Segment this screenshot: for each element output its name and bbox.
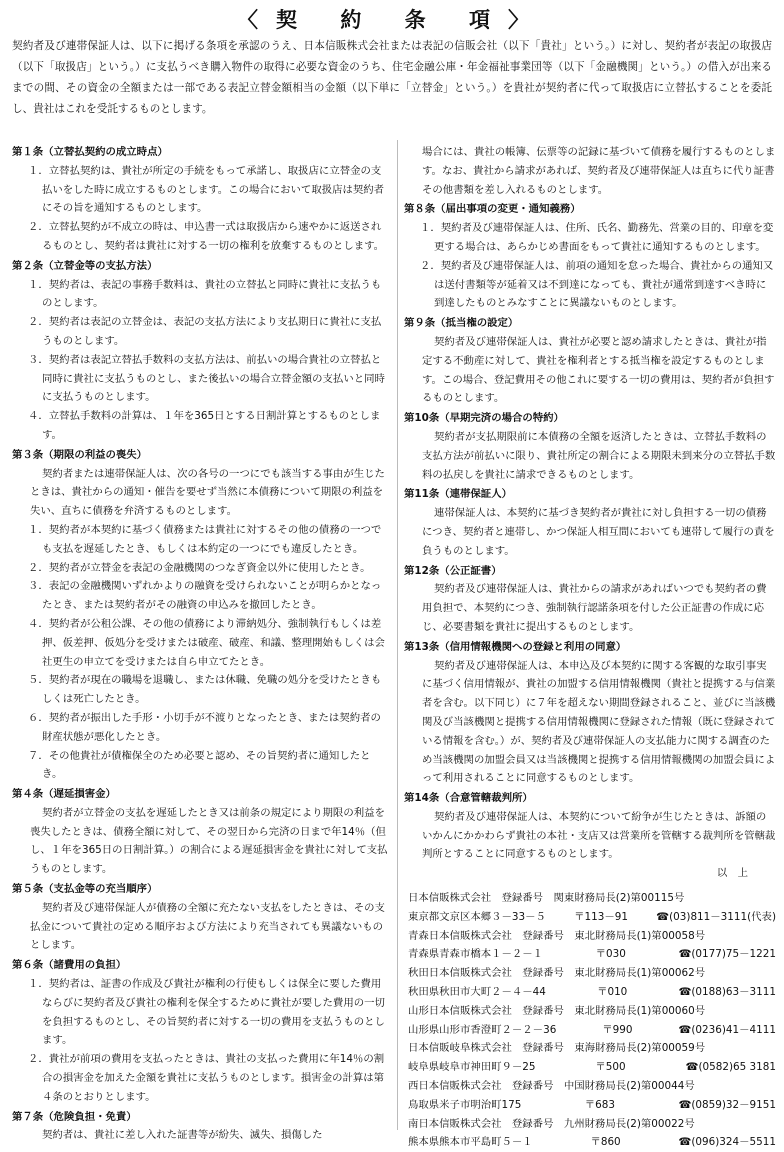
postal-code: 〒990 [602,1023,633,1036]
article-heading: 第14条（合意管轄裁判所） [404,792,533,805]
company-address-row [404,1133,776,1152]
company-name-row [404,927,776,946]
company-address-row [404,1058,776,1077]
company-registration: 西日本信販株式会社 登録番号 中国財務局長(2)第00044号 [408,1080,695,1093]
article-text: ２．立替払契約が不成立の時は、申込書一式は取扱店から速やかに返送されるものとし、契約者は貴社に対する一切の権利を放棄するものとします。 [28,221,385,252]
article-text: ４．契約者が公租公課、その他の債務により滞納処分、強制執行もしくは差押、仮差押、仮処分を受けまたは破産、破産、和議、整理開始もしくは会社更生の申立てを受けまたは自ら申立てたとき。 [28,617,385,668]
article-text: 契約者及び連帯保証人は、貴社からの請求があればいつでも契約者の費用負担で、本契約につき、強制執行認諾条項を付した公正証書の作成に応じ、必要書類を貴社に提出するものとします。 [422,583,767,633]
company-address-row [404,945,776,964]
company-registration: 日本信販株式会社 登録番号 関東財務局長(2)第00115号 [408,892,685,905]
article-heading: 第11条（連帯保証人） [404,488,512,501]
intro-paragraph: 契約者及び連帯保証人は、以下に掲げる条項を承認のうえ、日本信販株式会社または表記の信販会社（以下「貴社」という。）に対し、契約者が表記の取扱店（以下「取扱店」という。）に支払うべき購入物件の取得に必要な資金のうち、住宅金融公庫・年金福祉事業団等（以下「金融機関」という。）の借入が出来るまでの間、その資金の全額または一部である表記立替金額相当の金額（以下単に「立替金」という。）を貴社が契約者に代って取扱店に立替払することを委託し、貴社はこれを受託するものとします。 [12,40,772,115]
company-address: 山形県山形市香澄町２－２－36 [408,1023,557,1036]
article-heading: 第12条（公正証書） [404,564,502,577]
phone-number: ☎(03)811－3111(代表) [656,910,776,923]
phone-number: ☎(0859)32－9151 [678,1098,776,1111]
postal-code: 〒010 [597,986,628,999]
company-registration: 青森日本信販株式会社 登録番号 東北財務局長(1)第00058号 [408,929,706,942]
right-articles [404,143,776,883]
article-text: 契約者及び連帯保証人は、本契約について紛争が生じたときは、訴額のいかんにかかわらず貴社の本社・支店又は営業所を管轄する裁判所を管轄裁判所とすることに同意するものとします。 [422,810,776,861]
article-text: １．立替払契約は、貴社が所定の手続をもって承諾し、取扱店に立替金の支払いをした時に成立するものとします。この場合において取扱店は契約者にその旨を通知するものとします。 [28,164,385,215]
company-address-row [404,1096,776,1115]
article-heading: 第７条（危険負担・免責） [12,1110,137,1123]
page-title: 〈契 約 条 項〉 [237,7,547,32]
company-address-row [404,1021,776,1040]
article-text: ７．その他貴社が債権保全のため必要と認め、その旨契約者に通知したとき。 [28,749,371,781]
company-name-row [404,964,776,983]
article-heading: 第４条（遅延損害金） [12,788,116,801]
company-name-row [404,1039,776,1058]
article-text: １．契約者は、表記の事務手数料は、貴社の立替払と同時に貴社に支払うものとします。 [28,278,382,310]
article-heading: 第５条（支払金等の充当順序） [12,883,158,896]
postal-code: 〒860 [590,1136,621,1149]
company-registration: 南日本信販株式会社 登録番号 九州財務局長(2)第00022号 [408,1117,695,1130]
company-name-row [404,1002,776,1021]
right-column [404,143,776,1152]
article-heading: 第６条（諸費用の負担） [12,959,127,972]
article-text: ３．表記の金融機関いずれかよりの融資を受けられないことが明らかとなったとき、または契約者がその融資の申込みを撤回したとき。 [28,580,382,612]
article-heading: 第２条（立替金等の支払方法） [12,259,158,272]
company-list [404,889,776,1152]
company-address: 鳥取県米子市明治町175 [408,1098,522,1111]
company-registration: 日本信販岐阜株式会社 登録番号 東海財務局長(2)第00059号 [408,1042,706,1055]
article-text: ４．立替払手数料の計算は、１年を365日とする日割計算とするものとします。 [28,410,381,441]
article-text: 契約者または連帯保証人は、次の各号の一つにでも該当する事由が生じたときは、貴社からの通知・催告を要せず当然に本債務について期限の利益を失い、直ちに債務を弁済するものとします。 [30,467,385,518]
postal-code: 〒030 [595,948,626,961]
company-address: 熊本県熊本市平島町５－１ [408,1136,533,1149]
phone-number: ☎(0177)75－1221 [678,948,776,961]
article-text: １．契約者が本契約に基づく債務または貴社に対するその他の債務の一つでも支払を遅延したとき、もしくは本約定の一つにでも違反したとき。 [28,523,382,555]
article-text: 契約者及び連帯保証人は、貴社が必要と認め請求したときは、貴社が指定する不動産に対して、貴社を権利者とする抵当権を設定するものとします。この場合、登記費用その他これに要する一切の費用は、契約者が負担するものとします。 [422,335,775,405]
article-text: 契約者は、貴社に差し入れた証書等が紛失、滅失、損傷した [42,1129,323,1142]
article-text: ２．契約者が立替金を表記の金融機関のつなぎ資金以外に使用したとき。 [28,561,371,574]
company-address: 秋田県秋田市大町２－４－44 [408,986,546,999]
article-text: １．契約者は、証書の作成及び貴社が権利の行使もしくは保全に要した費用ならびに契約者及び貴社の権利を保全するために貴社が要した費用の一切を負担するものとし、その旨契約者に対する一切の費用を支払うものとします。 [28,978,385,1047]
article-text: 連帯保証人は、本契約に基づき契約者が貴社に対し負担する一切の債務につき、契約者と連帯し、かつ保証人相互間においても連帯して履行の責を負うものとします。 [422,507,775,557]
phone-number: ☎(0582)65 3181 [685,1061,776,1074]
company-address-row [404,908,776,927]
phone-number: ☎(0236)41－4111 [678,1023,776,1036]
article-text: 契約者が立替金の支払を遅延したとき又は前条の規定により期限の利益を喪失したときは、債務全額に対して、その翌日から完済の日まで年14％（但し、１年を365日の日割計算。）の割合による遅延損害金を貴社に対して支払うものとします。 [30,806,388,876]
postal-code: 〒113－91 [574,910,628,923]
phone-number: ☎(0188)63－3111 [678,986,776,999]
article-heading: 第８条（届出事項の変更・通知義務） [404,203,581,216]
article-heading: 第１条（立替払契約の成立時点） [12,146,168,158]
company-name-row [404,1077,776,1096]
company-registration: 山形日本信販株式会社 登録番号 東北財務局長(1)第00060号 [408,1004,706,1017]
article-text: 契約者及び連帯保証人は、本申込及び本契約に関する客観的な取引事実に基づく信用情報が、貴社の加盟する信用情報機関（貴社と提携する与信業者を含む。以下同じ）に７年を超えない期間登録されること、並びに当該機関及び当該機関と提携する信用情報機関に登録された情報（既に登録されている情報を含む。）が、契約者及び連帯保証人の支払能力に関する調査のため当該機関の加盟会員又は当該機関と提携する信用情報機関の加盟会員によって利用されることに同意するものとします。 [422,659,776,785]
article-text: ５．契約者が現在の職場を退職し、または休職、免職の処分を受けたときもしくは死亡したとき。 [28,674,382,706]
company-address: 岐阜県岐阜市神田町９－25 [408,1061,536,1074]
article-heading: 第３条（期限の利益の喪失） [12,448,148,461]
column-divider [397,140,398,1130]
company-address: 青森県青森市橋本１－２－１ [408,948,544,961]
article-text: ２．契約者及び連帯保証人は、前項の通知を怠った場合、貴社からの通知又は送付書類等が延着又は不到達になっても、貴社が通常到達すべき時に到達したものとみなすことに異議ないものとします。 [420,259,774,310]
company-registration: 秋田日本信販株式会社 登録番号 東北財務局長(1)第00062号 [408,967,706,980]
article-text: ２．契約者は表記の立替金は、表記の支払方法により支払期日に貴社に支払うものとします。 [28,316,382,347]
postal-code: 〒683 [584,1098,616,1111]
article-text: ３．契約者は表記立替払手数料の支払方法は、前払いの場合貴社の立替払と同時に貴社に支払うものとし、また後払いの場合立替金額の支払いと同時に支払うものとします。 [28,353,385,404]
left-column [12,142,390,1145]
company-address: 東京都文京区本郷３－33－５ [408,910,546,923]
article-text: ２．貴社が前項の費用を支払ったときは、貴社の支払った費用に年14％の割合の損害金を加えた金額を貴社に支払うものとします。損害金の計算は第４条のとおりとします。 [28,1053,385,1103]
article-text: 契約者が支払期限前に本債務の全額を返済したときは、立替払手数料の支払方法が前払いに限り、貴社所定の割合による期限未到来分の立替払手数料の払戻しを貴社に請求できるものとします。 [422,430,776,481]
postal-code: 〒500 [595,1061,626,1074]
article-text: ６．契約者が振出した手形・小切手が不渡りとなったとき、または契約者の財産状態が悪化したとき。 [28,711,381,743]
article-heading: 第13条（信用情報機関への登録と利用の同意） [404,640,627,653]
closing-mark: 以 上 [716,867,748,880]
article-heading: 第10条（早期完済の場合の特約） [404,412,564,425]
article-heading: 第９条（抵当権の設定） [404,317,519,330]
company-name-row [404,1115,776,1134]
company-name-row [404,889,776,908]
article-text: 契約者及び連帯保証人が債務の全額に充たない支払をしたときは、その支払金について貴社の定める順序および方法により充当されても異議ないものとします。 [30,901,385,952]
company-address-row [404,983,776,1002]
phone-number: ☎(096)324－5511 [678,1136,776,1149]
article-text: 場合には、貴社の帳簿、伝票等の記録に基づいて債務を履行するものとします。なお、貴社から請求があれば、契約者及び連帯保証人は直ちに代り証書その他書類を差し入れるものとします。 [422,146,776,196]
article-text: １．契約者及び連帯保証人は、住所、氏名、勤務先、営業の目的、印章を変更する場合は、あらかじめ書面をもって貴社に通知するものとします。 [420,222,774,253]
